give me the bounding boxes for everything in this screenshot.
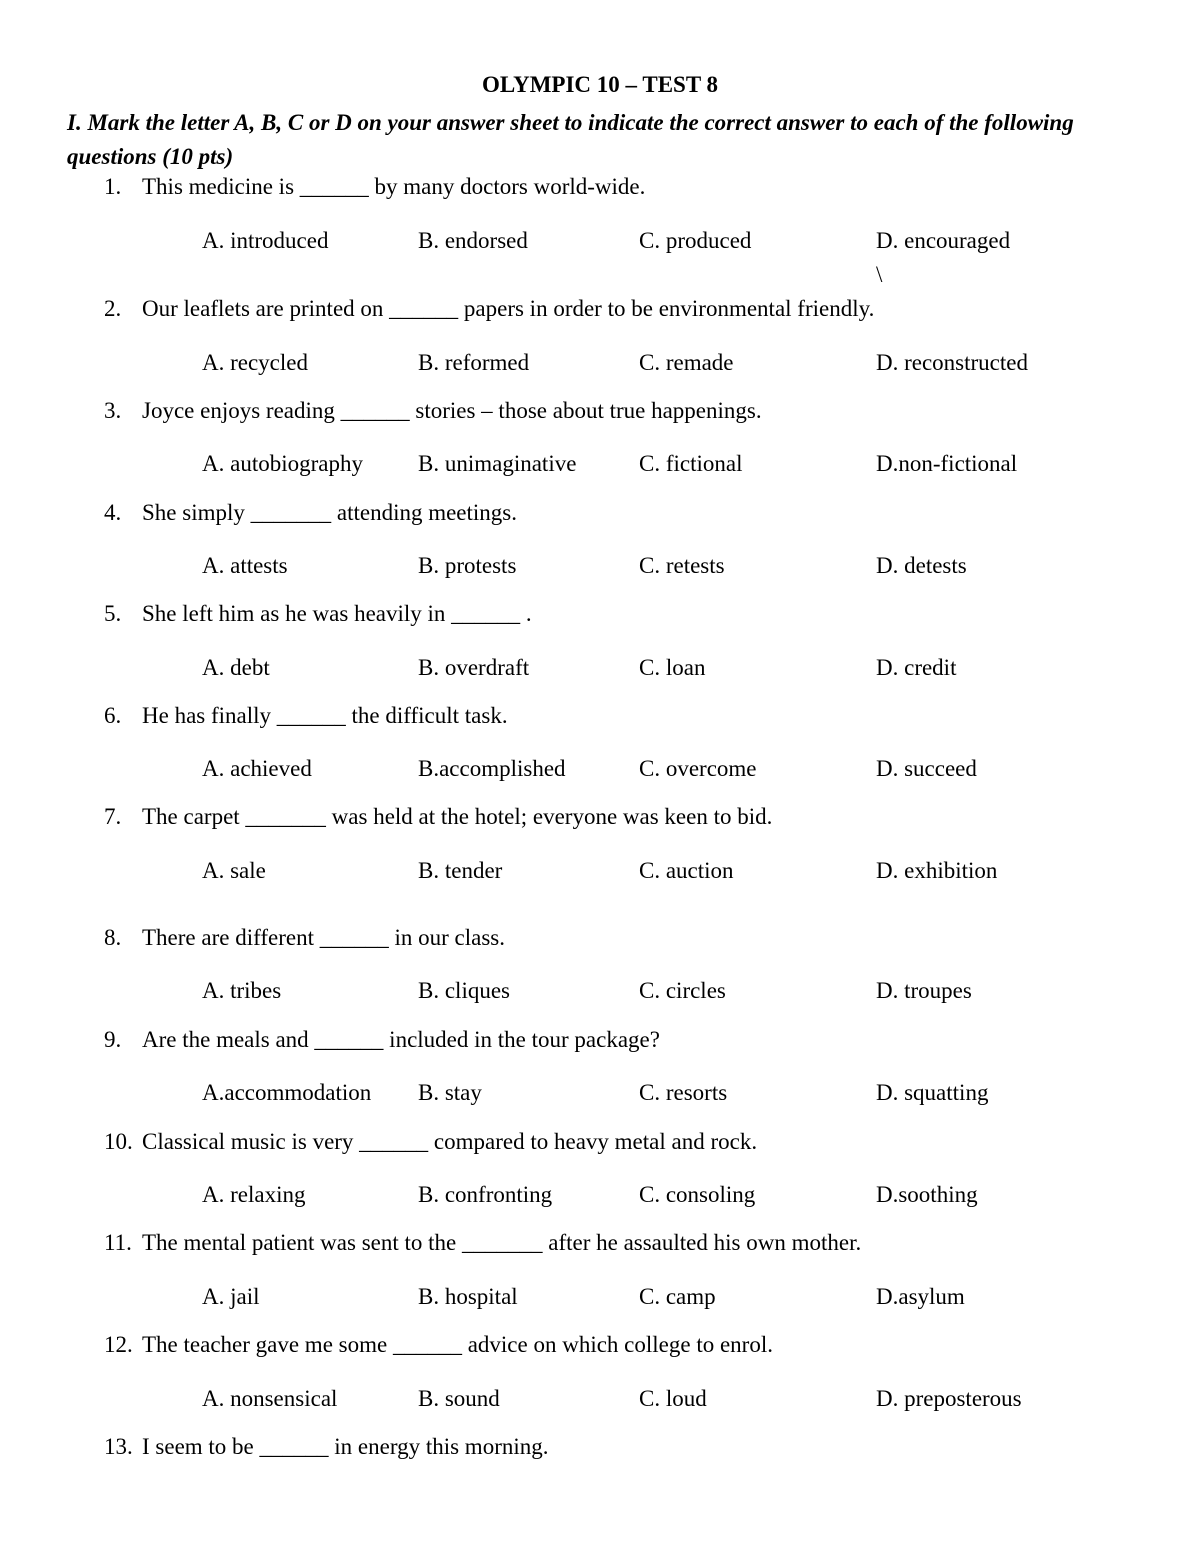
question-4 (104, 500, 517, 526)
option-b: B. endorsed (418, 228, 528, 253)
question-text: Joyce enjoys reading ______ stories – those about true happenings. (142, 398, 762, 423)
option-b: B. hospital (418, 1284, 518, 1309)
question-9 (104, 1027, 660, 1053)
option-a: A. recycled (202, 350, 308, 375)
stray-backslash-mark: \ (876, 262, 883, 287)
question-text: This medicine is ______ by many doctors world-wide. (142, 174, 646, 199)
option-b: B. unimaginative (418, 451, 577, 476)
question-number: 2. (104, 296, 122, 321)
question-number: 5. (104, 601, 122, 626)
option-d: D. succeed (876, 756, 977, 781)
option-d: D. troupes (876, 978, 972, 1003)
option-a: A. sale (202, 858, 266, 883)
question-number: 4. (104, 500, 122, 525)
question-2 (104, 296, 874, 322)
option-b: B. overdraft (418, 655, 530, 680)
question-text: I seem to be ______ in energy this morning. (142, 1434, 549, 1459)
option-c: C. loud (639, 1386, 707, 1411)
option-b: B. confronting (418, 1182, 553, 1207)
question-number: 7. (104, 804, 122, 829)
option-b: B. sound (418, 1386, 500, 1411)
question-12 (104, 1332, 773, 1358)
section-instruction: I. Mark the letter A, B, C or D on your answer sheet to indicate the correct answer to each of the following questions (10 pts) (67, 110, 1074, 169)
question-text: There are different ______ in our class. (142, 925, 505, 950)
question-number: 1. (104, 174, 122, 199)
question-text: The mental patient was sent to the _______ after he assaulted his own mother. (142, 1230, 862, 1255)
option-d: D. reconstructed (876, 350, 1028, 375)
question-7 (104, 804, 772, 830)
question-number: 11. (104, 1230, 132, 1255)
question-5 (104, 601, 532, 627)
option-b: B. protests (418, 553, 517, 578)
option-b: B.accomplished (418, 756, 566, 781)
question-text: Classical music is very ______ compared to heavy metal and rock. (142, 1129, 758, 1154)
question-number: 9. (104, 1027, 122, 1052)
option-d: D.asylum (876, 1284, 965, 1309)
option-d: D. squatting (876, 1080, 989, 1105)
question-number: 10. (104, 1129, 133, 1154)
question-number: 3. (104, 398, 122, 423)
option-d: D.non-fictional (876, 451, 1018, 476)
option-a: A. nonsensical (202, 1386, 338, 1411)
option-b: B. tender (418, 858, 503, 883)
option-a: A.accommodation (202, 1080, 372, 1105)
option-d: D. preposterous (876, 1386, 1022, 1411)
option-c: C. auction (639, 858, 734, 883)
option-b: B. reformed (418, 350, 530, 375)
question-number: 12. (104, 1332, 133, 1357)
option-c: C. remade (639, 350, 734, 375)
option-b: B. cliques (418, 978, 510, 1003)
question-text: The carpet _______ was held at the hotel; everyone was keen to bid. (142, 804, 773, 829)
option-b: B. stay (418, 1080, 482, 1105)
option-a: A. achieved (202, 756, 312, 781)
question-text: Our leaflets are printed on ______ papers in order to be environmental friendly. (142, 296, 875, 321)
option-c: C. resorts (639, 1080, 728, 1105)
question-8 (104, 925, 505, 951)
option-d: D. credit (876, 655, 957, 680)
option-a: A. relaxing (202, 1182, 306, 1207)
option-d: D. detests (876, 553, 967, 578)
question-3 (104, 398, 762, 424)
question-number: 8. (104, 925, 122, 950)
option-d: D.soothing (876, 1182, 978, 1207)
option-a: A. tribes (202, 978, 282, 1003)
option-c: C. circles (639, 978, 726, 1003)
option-a: A. autobiography (202, 451, 363, 476)
question-text: She simply _______ attending meetings. (142, 500, 517, 525)
option-c: C. loan (639, 655, 706, 680)
option-c: C. produced (639, 228, 752, 253)
option-a: A. introduced (202, 228, 329, 253)
option-c: C. overcome (639, 756, 757, 781)
question-text: He has finally ______ the difficult task. (142, 703, 508, 728)
question-text: Are the meals and ______ included in the tour package? (142, 1027, 660, 1052)
question-number: 13. (104, 1434, 133, 1459)
question-text: The teacher gave me some ______ advice on which college to enrol. (142, 1332, 773, 1357)
option-a: A. debt (202, 655, 270, 680)
option-c: C. fictional (639, 451, 743, 476)
question-1 (104, 174, 645, 200)
question-6 (104, 703, 508, 729)
option-d: D. encouraged (876, 228, 1011, 253)
question-text: She left him as he was heavily in ______ . (142, 601, 532, 626)
question-11 (104, 1230, 861, 1256)
option-a: A. attests (202, 553, 288, 578)
option-d: D. exhibition (876, 858, 998, 883)
test-title: OLYMPIC 10 – TEST 8 (481, 72, 719, 97)
option-c: C. retests (639, 553, 725, 578)
question-10 (104, 1129, 757, 1155)
option-c: C. consoling (639, 1182, 756, 1207)
question-13 (104, 1434, 549, 1460)
option-c: C. camp (639, 1284, 716, 1309)
question-number: 6. (104, 703, 122, 728)
option-a: A. jail (202, 1284, 260, 1309)
